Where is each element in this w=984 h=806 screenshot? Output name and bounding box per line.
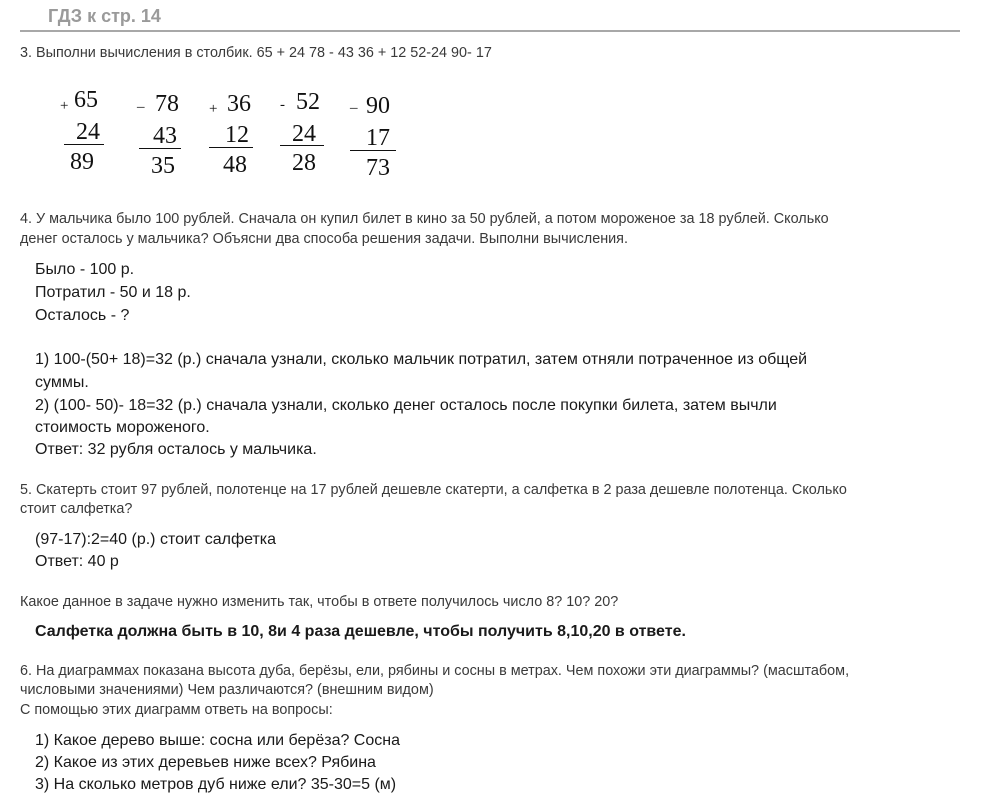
task6-text-line1: 6. На диаграммах показана высота дуба, берёзы, ели, рябины и сосны в метрах. Чем похожи эти диаграммы? (масштабом, [20, 663, 850, 679]
task4-method1-line1: 1) 100-(50+ 18)=32 (р.) сначала узнали, сколько мальчик потратил, затем отняли потраченное из общей [35, 351, 808, 368]
task4-method2-line2: стоимость мороженого. [35, 419, 210, 436]
calc-underline [64, 144, 104, 145]
task6-answer-2: 2) Какое из этих деревьев ниже всех? Рябина [35, 754, 376, 771]
calc-top-number: 90 [366, 93, 390, 119]
task4-left: Осталось - ? [35, 307, 130, 324]
calc-result: 48 [223, 152, 247, 178]
calc-top-number: 65 [74, 87, 98, 113]
calc-bottom-number: 17 [366, 125, 390, 151]
calc-result: 35 [151, 153, 175, 179]
task4-spent: Потратил - 50 и 18 р. [35, 284, 191, 301]
calc-bottom-number: 43 [153, 123, 177, 149]
task4-final-answer: Ответ: 32 рубля осталось у мальчика. [35, 441, 317, 458]
calc-underline [139, 148, 181, 149]
task4-method1-line2: суммы. [35, 374, 89, 391]
calc-sign: _ [137, 94, 145, 110]
task6-answer-1: 1) Какое дерево выше: сосна или берёза? Сосна [35, 732, 400, 749]
task4-was: Было - 100 р. [35, 261, 135, 278]
calc-underline [350, 150, 396, 151]
header-divider [20, 30, 960, 32]
calc-top-number: 52 [296, 89, 320, 115]
task4-text-line1: 4. У мальчика было 100 рублей. Сначала он купил билет в кино за 50 рублей, а потом мороженое за 18 рублей. Сколько [20, 211, 829, 227]
calc-sign: + [209, 101, 218, 117]
calc-top-number: 36 [227, 91, 251, 117]
calc-underline [280, 145, 324, 146]
task5-final-answer: Ответ: 40 р [35, 553, 119, 570]
calc-bottom-number: 12 [225, 122, 249, 148]
task5-question: Какое данное в задаче нужно изменить так, чтобы в ответе получилось число 8? 10? 20? [20, 594, 619, 610]
calc-sign: _ [350, 95, 358, 111]
calc-sign: - [280, 97, 285, 113]
calc-bottom-number: 24 [76, 119, 100, 145]
task3-text: 3. Выполни вычисления в столбик. 65 + 24 78 - 43 36 + 12 52-24 90- 17 [20, 45, 492, 61]
calc-result: 73 [366, 155, 390, 181]
task5-calc: (97-17):2=40 (р.) стоит салфетка [35, 531, 277, 548]
task5-text-line2: стоит салфетка? [20, 501, 133, 517]
calc-result: 89 [70, 149, 94, 175]
task6-text-line3: С помощью этих диаграмм ответь на вопросы: [20, 702, 333, 718]
task4-text-line2: денег осталось у мальчика? Объясни два способа решения задачи. Выполни вычисления. [20, 231, 628, 247]
task5-question-answer: Салфетка должна быть в 10, 8и 4 раза дешевле, чтобы получить 8,10,20 в ответе. [35, 623, 686, 640]
calc-underline [209, 147, 253, 148]
calc-result: 28 [292, 150, 316, 176]
task5-text-line1: 5. Скатерть стоит 97 рублей, полотенце на 17 рублей дешевле скатерти, а салфетка в 2 раза дешевле полотенца. Сколько [20, 482, 847, 498]
calc-sign: + [60, 98, 69, 114]
page-title: ГДЗ к стр. 14 [48, 6, 161, 26]
task6-answer-3: 3) На сколько метров дуб ниже ели? 35-30=5 (м) [35, 776, 397, 793]
calc-bottom-number: 24 [292, 121, 316, 147]
task4-method2-line1: 2) (100- 50)- 18=32 (р.) сначала узнали, сколько денег осталось после покупки билета, затем вычли [35, 397, 777, 414]
calc-top-number: 78 [155, 91, 179, 117]
task6-text-line2: числовыми значениями) Чем различаются? (внешним видом) [20, 682, 434, 698]
